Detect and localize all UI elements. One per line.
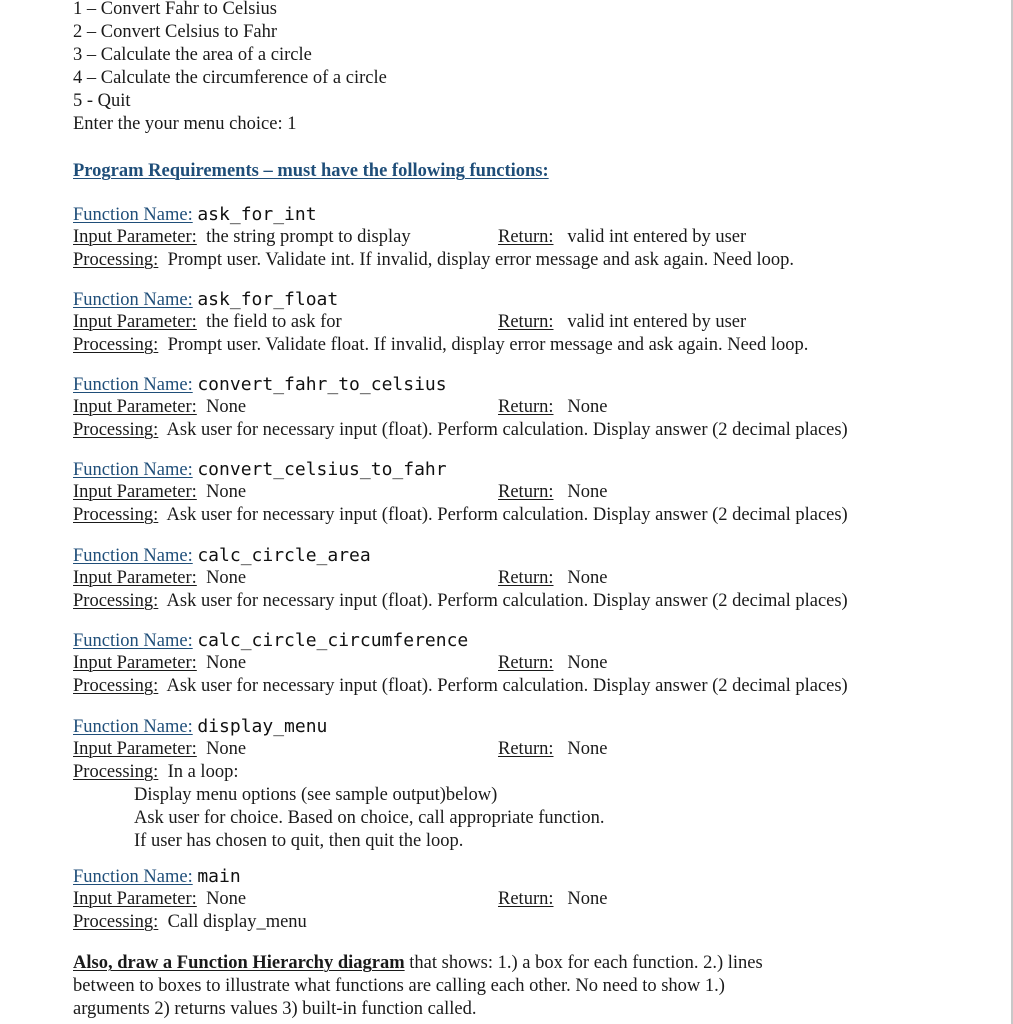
- return-value: valid int entered by user: [567, 227, 747, 247]
- processing-label: Processing:: [73, 912, 159, 932]
- processing-value: In a loop:: [167, 762, 239, 782]
- function-name-label: Function Name:: [73, 546, 193, 566]
- input-parameter-label: Input Parameter:: [73, 227, 197, 247]
- return-value: None: [567, 653, 608, 673]
- processing-value: Prompt user. Validate int. If invalid, display error message and ask again. Need loop.: [167, 250, 795, 270]
- function-block: [73, 544, 973, 613]
- input-parameter-value: None: [206, 889, 247, 909]
- return-value: None: [567, 568, 608, 588]
- processing-value: Ask user for necessary input (float). Perform calculation. Display answer (2 decimal places): [166, 420, 848, 440]
- function-name: calc_circle_circumference: [197, 630, 469, 651]
- function-name: display_menu: [197, 716, 328, 737]
- return-value: None: [567, 482, 608, 502]
- return-label: Return:: [498, 482, 554, 502]
- requirements-heading: Program Requirements – must have the following functions:: [73, 161, 549, 181]
- return-label: Return:: [498, 568, 554, 588]
- input-parameter-value: None: [206, 397, 247, 417]
- processing-value: Prompt user. Validate float. If invalid, display error message and ask again. Need loop.: [167, 335, 809, 355]
- menu-line: 1 – Convert Fahr to Celsius: [73, 0, 278, 19]
- return-value: None: [567, 397, 608, 417]
- input-parameter-label: Input Parameter:: [73, 568, 197, 588]
- input-parameter-label: Input Parameter:: [73, 889, 197, 909]
- return-label: Return:: [498, 889, 554, 909]
- processing-value: Ask user for necessary input (float). Perform calculation. Display answer (2 decimal places): [166, 676, 848, 696]
- function-block: [73, 203, 973, 272]
- function-name-label: Function Name:: [73, 290, 193, 310]
- function-name: calc_circle_area: [197, 545, 371, 566]
- hierarchy-diagram-emphasis: Also, draw a Function Hierarchy diagram: [73, 953, 405, 973]
- instruction-text: that shows: 1.) a box for each function. 2.) lines: [404, 953, 763, 973]
- return-value: None: [567, 889, 608, 909]
- function-name: ask_for_int: [197, 204, 317, 225]
- function-block: [73, 288, 973, 357]
- processing-step: Display menu options (see sample output)below): [134, 785, 498, 805]
- menu-line: 2 – Convert Celsius to Fahr: [73, 22, 278, 42]
- return-label: Return:: [498, 739, 554, 759]
- return-label: Return:: [498, 397, 554, 417]
- menu-line: 4 – Calculate the circumference of a circle: [73, 68, 387, 88]
- function-name: ask_for_float: [197, 289, 339, 310]
- input-parameter-value: the string prompt to display: [206, 227, 411, 247]
- input-parameter-value: None: [206, 568, 247, 588]
- processing-label: Processing:: [73, 250, 159, 270]
- input-parameter-value: the field to ask for: [206, 312, 342, 332]
- input-parameter-label: Input Parameter:: [73, 653, 197, 673]
- function-block: [73, 715, 973, 853]
- processing-label: Processing:: [73, 676, 159, 696]
- processing-label: Processing:: [73, 335, 159, 355]
- function-name-label: Function Name:: [73, 717, 193, 737]
- function-name-label: Function Name:: [73, 460, 193, 480]
- menu-line: 5 - Quit: [73, 91, 131, 111]
- processing-label: Processing:: [73, 762, 159, 782]
- processing-value: Ask user for necessary input (float). Perform calculation. Display answer (2 decimal places): [166, 591, 848, 611]
- return-value: valid int entered by user: [567, 312, 747, 332]
- return-label: Return:: [498, 227, 554, 247]
- input-parameter-value: None: [206, 482, 247, 502]
- return-value: None: [567, 739, 608, 759]
- function-name-label: Function Name:: [73, 867, 193, 887]
- hierarchy-diagram-instructions: [73, 952, 973, 1021]
- function-name-label: Function Name:: [73, 205, 193, 225]
- input-parameter-value: None: [206, 653, 247, 673]
- instruction-text: between to boxes to illustrate what functions are calling each other. No need to show 1.): [73, 976, 725, 996]
- processing-step: Ask user for choice. Based on choice, call appropriate function.: [134, 808, 605, 828]
- input-parameter-value: None: [206, 739, 247, 759]
- input-parameter-label: Input Parameter:: [73, 739, 197, 759]
- function-name: main: [197, 866, 241, 887]
- processing-value: Ask user for necessary input (float). Perform calculation. Display answer (2 decimal places): [166, 505, 848, 525]
- return-label: Return:: [498, 653, 554, 673]
- sample-menu-output: [73, 0, 387, 136]
- return-label: Return:: [498, 312, 554, 332]
- function-block: [73, 865, 973, 934]
- processing-label: Processing:: [73, 505, 159, 525]
- function-block: [73, 629, 973, 698]
- function-name: convert_celsius_to_fahr: [197, 459, 447, 480]
- function-block: [73, 373, 973, 442]
- function-name: convert_fahr_to_celsius: [197, 374, 447, 395]
- menu-prompt-line: Enter the your menu choice: 1: [73, 114, 297, 134]
- processing-label: Processing:: [73, 420, 159, 440]
- function-block: [73, 458, 973, 527]
- input-parameter-label: Input Parameter:: [73, 482, 197, 502]
- processing-step: If user has chosen to quit, then quit the loop.: [134, 831, 464, 851]
- processing-label: Processing:: [73, 591, 159, 611]
- input-parameter-label: Input Parameter:: [73, 312, 197, 332]
- menu-line: 3 – Calculate the area of a circle: [73, 45, 312, 65]
- instruction-text: arguments 2) returns values 3) built-in function called.: [73, 999, 477, 1019]
- function-name-label: Function Name:: [73, 631, 193, 651]
- input-parameter-label: Input Parameter:: [73, 397, 197, 417]
- processing-value: Call display_menu: [167, 912, 307, 932]
- requirements-heading-wrap: [73, 160, 549, 183]
- function-name-label: Function Name:: [73, 375, 193, 395]
